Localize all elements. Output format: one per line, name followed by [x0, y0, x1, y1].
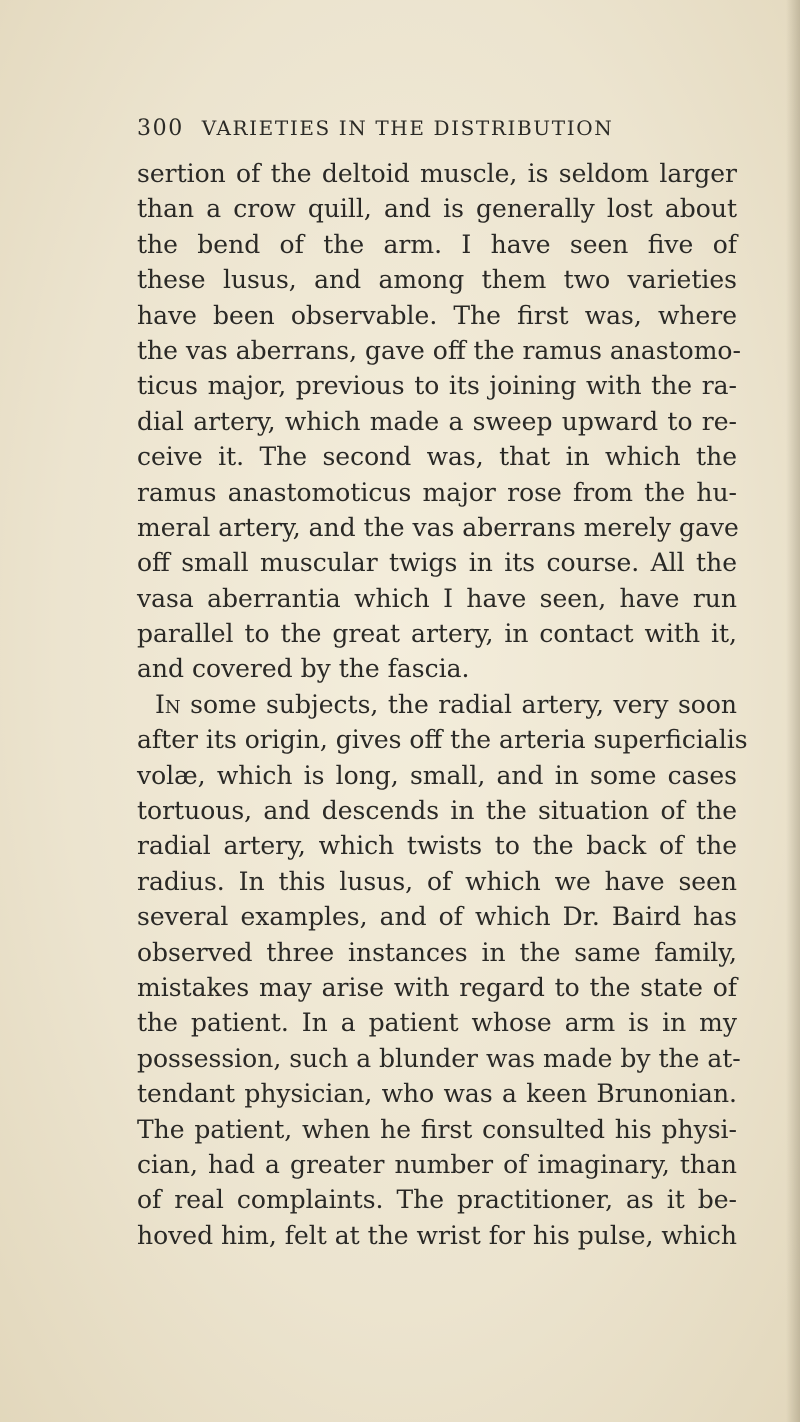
paragraph-opening-line — [137, 687, 737, 722]
page-number: 300 — [137, 116, 184, 141]
running-title: VARIETIES IN THE DISTRIBUTION — [201, 116, 614, 140]
text-line: hoved him, felt at the wrist for his pulse, which — [137, 1220, 737, 1250]
text-line: sertion of the deltoid muscle, is seldom larger — [137, 159, 737, 188]
text-line: The patient, when he first consulted his physi- — [137, 1114, 737, 1144]
text-line: tortuous, and descends in the situation of the — [137, 796, 737, 826]
text-line: the patient. In a patient whose arm is in my — [137, 1008, 737, 1038]
text-line: observed three instances in the same family, — [137, 937, 737, 967]
text-line: of real complaints. The practitioner, as it be- — [137, 1185, 737, 1215]
text-line: radial artery, which twists to the back of the — [137, 831, 737, 861]
text-line: volæ, which is long, small, and in some cases — [137, 760, 737, 790]
text-line: meral artery, and the vas aberrans merely gave — [137, 512, 739, 542]
text-line: tendant physician, who was a keen Brunonian. — [137, 1079, 737, 1109]
text-line: after its origin, gives off the arteria superficialis — [137, 725, 748, 755]
text-line: parallel to the great artery, in contact with it, — [137, 619, 737, 649]
text-line: possession, such a blunder was made by the at- — [137, 1043, 741, 1073]
text-line: mistakes may arise with regard to the state of — [137, 972, 737, 1002]
text-line: the bend of the arm. I have seen five of — [137, 229, 737, 259]
text-line: cian, had a greater number of imaginary, than — [137, 1149, 737, 1179]
page-edge-shadow — [786, 0, 800, 1422]
text-line: have been observable. The first was, where — [137, 300, 737, 330]
text-line: off small muscular twigs in its course. All the — [137, 548, 737, 578]
text-line: dial artery, which made a sweep upward to re- — [137, 406, 737, 436]
running-header — [137, 116, 747, 141]
text-line: these lusus, and among them two varieties — [137, 265, 737, 295]
text-line: than a crow quill, and is generally lost about — [137, 194, 737, 224]
text-line: radius. In this lusus, of which we have seen — [137, 866, 737, 896]
body-text — [137, 156, 748, 1253]
text-line: several examples, and of which Dr. Baird has — [137, 902, 737, 932]
text-line: ceive it. The second was, that in which the — [137, 442, 737, 472]
text-line: ticus major, previous to its joining with the ra- — [137, 371, 737, 401]
text-line: vasa aberrantia which I have seen, have run — [137, 583, 737, 613]
drop-word: In — [155, 689, 181, 719]
text-line: ramus anastomoticus major rose from the hu- — [137, 477, 737, 507]
text-line-rest: some subjects, the radial artery, very soon — [190, 689, 737, 719]
text-line: and covered by the fascia. — [137, 654, 470, 684]
text-line: the vas aberrans, gave off the ramus anastomo- — [137, 335, 741, 365]
